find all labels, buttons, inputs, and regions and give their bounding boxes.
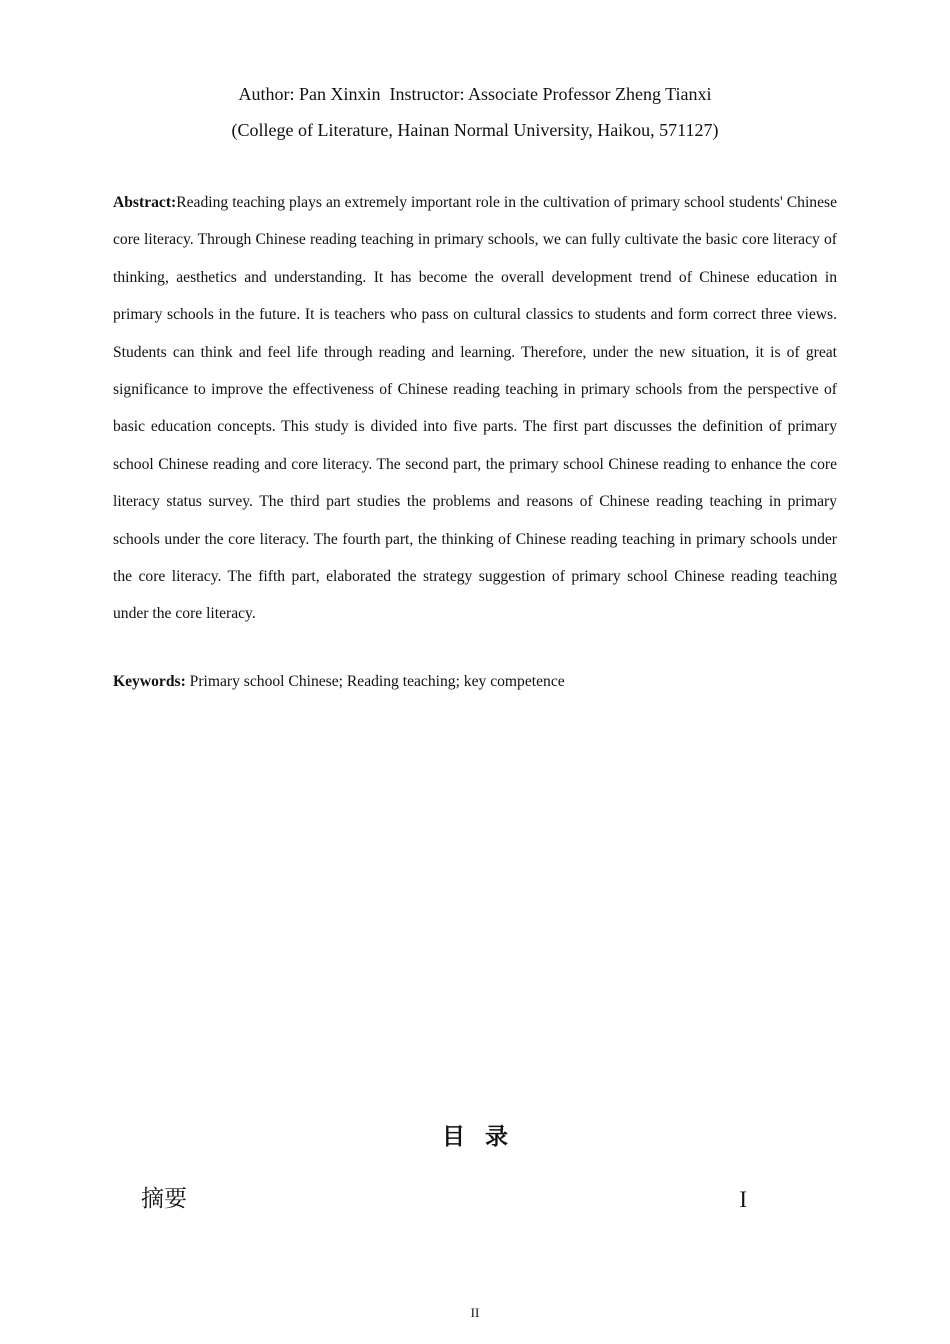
page-number: II — [470, 1305, 480, 1320]
toc-title: 目录 — [442, 1124, 528, 1150]
affiliation-line: (College of Literature, Hainan Normal University, Haikou, 571127) — [231, 120, 719, 140]
abstract-text: Reading teaching plays an extremely important role in the cultivation of primary school students' Chinese core literacy. Through Chinese reading teaching in primary schools, we can fully cultivate the basic core literacy of thinking, aesthetics and understanding. It has become the overall development trend of Chinese education in primary schools in the future. It is teachers who pass on cultural classics to students and form correct three views. Students can think and feel life through reading and learning. Therefore, under the new situation, it is of great significance to improve the effectiveness of Chinese reading teaching in primary schools from the perspective of basic education concepts. This study is divided into five parts. The first part discusses the definition of primary school Chinese reading and core literacy. The second part, the primary school Chinese reading to enhance the core literacy status survey. The third part studies the problems and reasons of Chinese reading teaching in primary schools under the core literacy. The fourth part, the thinking of Chinese reading teaching in primary schools under the core literacy. The fifth part, elaborated the strategy suggestion of primary school Chinese reading teaching under the core literacy. — [113, 194, 837, 623]
author-line: Author: Pan Xinxin Instructor: Associate Professor Zheng Tianxi — [238, 84, 712, 104]
toc-entry[interactable] — [141, 1182, 751, 1218]
keywords-text: Primary school Chinese; Reading teaching; key competence — [185, 673, 565, 690]
abstract-paragraph — [113, 184, 837, 633]
toc-entry-page: I — [739, 1187, 747, 1212]
abstract-label: Abstract: — [113, 194, 177, 211]
keywords-paragraph — [113, 670, 837, 694]
keywords-label: Keywords: — [113, 673, 186, 690]
toc-entry-label: 摘要 — [141, 1186, 187, 1212]
